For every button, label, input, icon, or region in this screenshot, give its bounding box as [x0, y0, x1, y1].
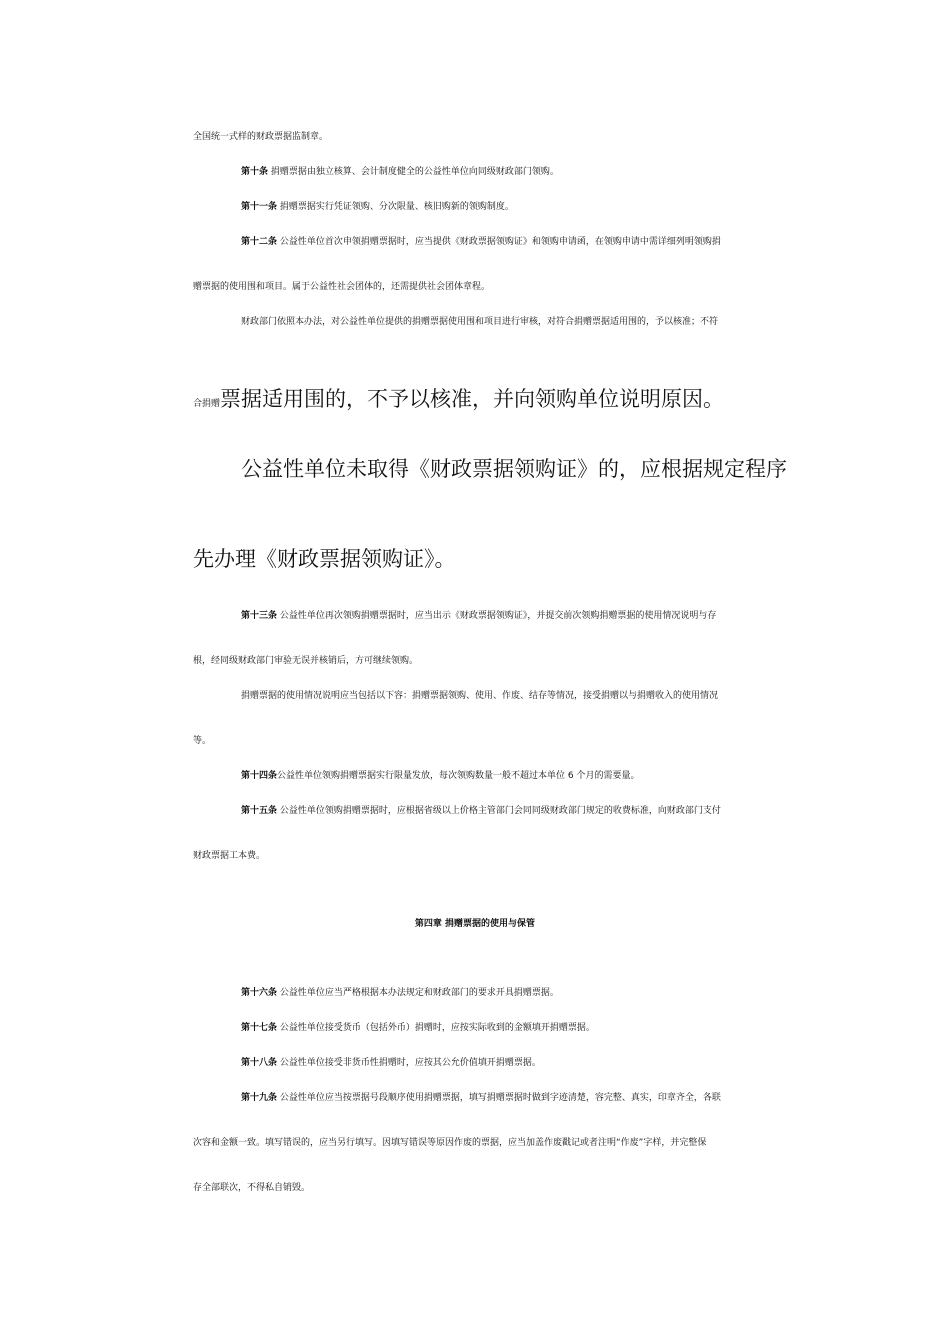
article-17 — [241, 1022, 595, 1034]
chapter-heading: 第四章 捐赠票据的使用与保管 — [414, 919, 536, 929]
paragraph-line: 根，经同级财政部门审验无误并核销后，方可继续领购。 — [193, 656, 419, 666]
article-number: 第十五条 — [241, 806, 278, 816]
article-number: 第十三条 — [241, 611, 278, 621]
article-12 — [241, 236, 721, 248]
article-number: 第十八条 — [241, 1058, 278, 1068]
article-text: 公益性单位领购捐赠票据时，应根据省级以上价格主管部门会同同级财政部门规定的收费标准，向财政部门支付 — [277, 806, 721, 816]
paragraph-line: 赠票据的使用围和项目。属于公益性社会团体的，还需提供社会团体章程。 — [193, 282, 491, 292]
paragraph-line: 财政部门依照本办法，对公益性单位提供的捐赠票据使用围和项目进行审核，对符合捐赠票据适用围的，予以核准；不符 — [241, 317, 719, 327]
article-text: 公益性单位再次领购捐赠票据时，应当出示《财政票据领购证》，并提交前次领购捐赠票据的使用情况说明与存 — [277, 611, 717, 621]
paragraph-line: 全国统一式样的财政票据监制章。 — [193, 132, 329, 142]
paragraph-line: 财政票据工本费。 — [193, 851, 266, 861]
paragraph-line: 捐赠票据的使用情况说明应当包括以下容：捐赠票据领购、使用、作废、结存等情况，接受捐赠以与捐赠收入的使用情况 — [241, 691, 719, 701]
article-number: 第十条 — [241, 167, 269, 177]
article-16 — [241, 987, 559, 999]
paragraph-line: 存全部联次，不得私自销毁。 — [193, 1183, 311, 1193]
article-14 — [241, 770, 639, 782]
article-text: 公益性单位应当按票据号段顺序使用捐赠票据，填写捐赠票据时做到字迹清楚，容完整、真实，印章齐全，各联 — [277, 1093, 721, 1103]
article-number: 第十六条 — [241, 988, 278, 998]
paragraph-line: 等。 — [193, 736, 212, 746]
article-text: 公益性单位应当严格根据本办法规定和财政部门的要求开具捐赠票据。 — [277, 988, 559, 998]
paragraph-line: 次容和金额一致。填写错误的，应当另行填写。因填写错误等原因作废的票据，应当加盖作废戳记或者注明“作废”字样，并完整保 — [193, 1138, 707, 1148]
article-19 — [241, 1092, 721, 1104]
article-number: 第十二条 — [241, 237, 278, 247]
article-number: 第十九条 — [241, 1093, 278, 1103]
article-number: 第十七条 — [241, 1023, 278, 1033]
article-text: 捐赠票据由独立核算、会计制度健全的公益性单位向同级财政部门领购。 — [268, 167, 559, 177]
article-text: 捐赠票据实行凭证领购、分次限量、核旧购新的领购制度。 — [277, 202, 514, 212]
article-10 — [241, 166, 559, 178]
article-11 — [241, 201, 514, 213]
article-18 — [241, 1057, 541, 1069]
article-text: 公益性单位接受货币（包括外币）捐赠时，应按实际收到的金额填开捐赠票据。 — [277, 1023, 595, 1033]
article-text: 公益性单位领购捐赠票据实行限量发放，每次领购数量一般不超过本单位 6 个月的需要量。 — [277, 771, 640, 781]
article-13 — [241, 610, 716, 622]
small-prefix: 合捐赠 — [193, 399, 221, 409]
large-text: 票据适用围的，不予以核准，并向领购单位说明原因。 — [220, 387, 725, 411]
paragraph-line-large — [193, 386, 724, 412]
article-text: 公益性单位接受非货币性捐赠时，应按其公允价值填开捐赠票据。 — [277, 1058, 541, 1068]
paragraph-line-large: 公益性单位未取得《财政票据领购证》的，应根据规定程序 — [241, 457, 787, 481]
paragraph-line-large: 先办理《财政票据领购证》。 — [193, 547, 456, 571]
article-number: 第十一条 — [241, 202, 278, 212]
article-number: 第十四条 — [241, 771, 278, 781]
article-15 — [241, 805, 721, 817]
article-text: 公益性单位首次申领捐赠票据时，应当提供《财政票据领购证》和领购申请函，在领购申请中需详细列明领购捐 — [277, 237, 721, 247]
